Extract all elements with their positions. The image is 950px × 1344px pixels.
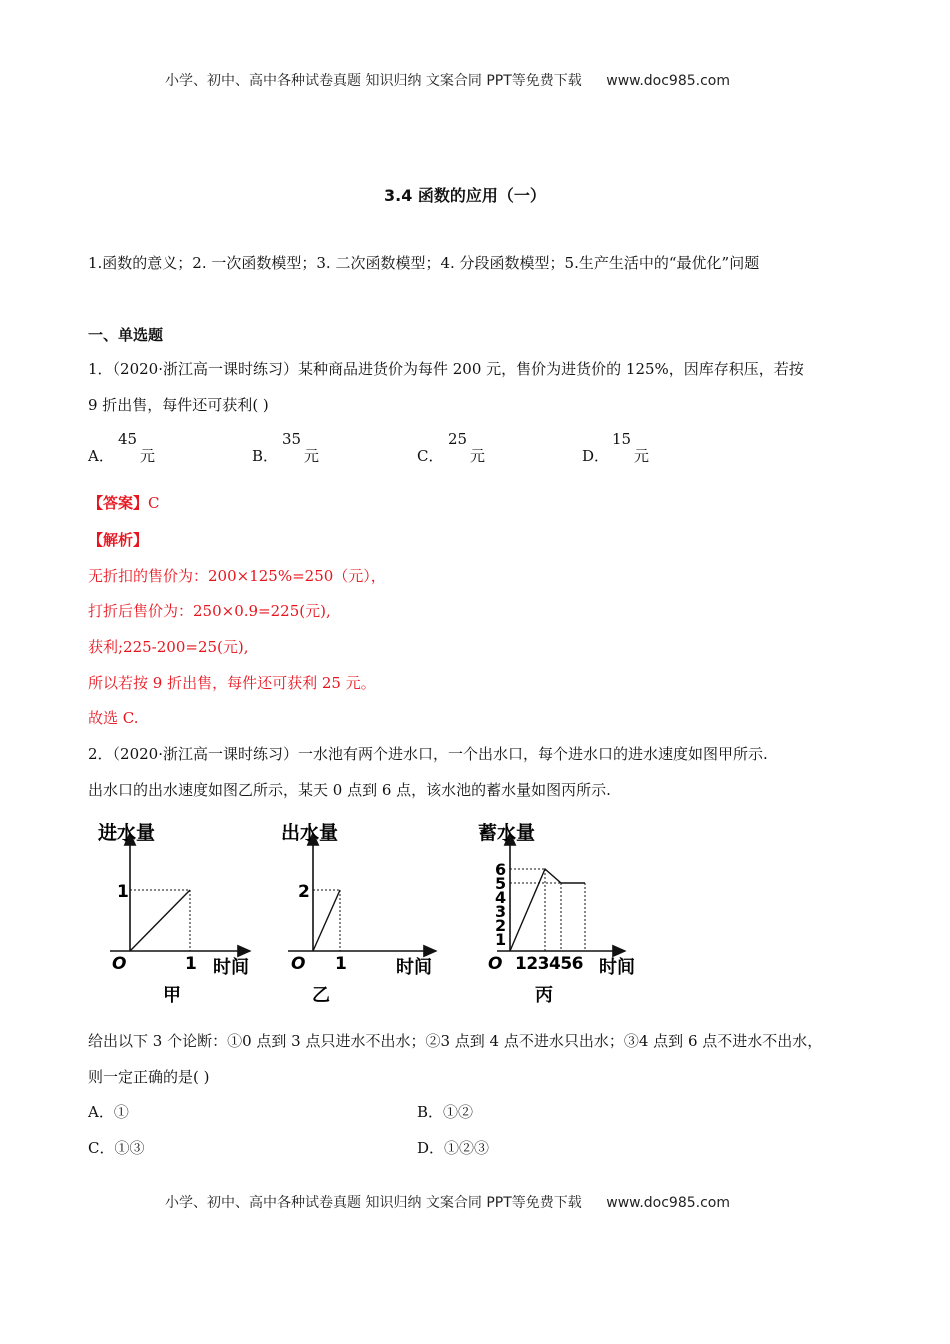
summary-line: 1.函数的意义；2. 一次函数模型；3. 二次函数模型；4. 分段函数模型；5.生产生活中的“最优化”问题 — [88, 254, 760, 272]
y-tick-label: 2 — [495, 916, 507, 935]
q2-option-a-value: ① — [113, 1103, 129, 1121]
page-header — [165, 70, 730, 90]
q2-option-d-label: D． — [417, 1139, 445, 1157]
section-title: 一、单选题 — [88, 326, 164, 344]
origin-label: O — [291, 954, 306, 974]
graph-yi — [278, 815, 448, 1010]
header-url: www.doc985.com — [606, 73, 730, 89]
y-axis-label: 出水量 — [281, 822, 339, 844]
q2-option-b-label: B． — [417, 1103, 444, 1121]
y-axis-label: 蓄水量 — [478, 822, 536, 844]
graph-caption: 丙 — [535, 985, 553, 1006]
q2-option-c — [88, 1138, 145, 1158]
q1-option-c-value: 25 — [448, 430, 468, 448]
graph-caption: 乙 — [312, 985, 330, 1006]
q2-option-c-label: C． — [88, 1139, 115, 1157]
rate-line — [313, 890, 340, 951]
origin-label: O — [488, 954, 503, 974]
x-tick-label: 1 — [185, 954, 197, 974]
y-tick-label: 2 — [298, 882, 310, 902]
q1-option-a-value: 45 — [118, 430, 138, 448]
q1-answer-value: C — [148, 494, 160, 512]
q1-analysis-line: 故选 C. — [88, 709, 139, 727]
q2-option-a-label: A． — [88, 1103, 114, 1121]
footer-text: 小学、初中、高中各种试卷真题 知识归纳 文案合同 PPT等免费下载 — [165, 1195, 582, 1211]
q1-analysis-line: 所以若按 9 折出售，每件还可获利 25 元。 — [88, 674, 376, 692]
y-tick-label: 5 — [495, 874, 507, 893]
q2-option-a — [88, 1102, 129, 1122]
page-footer — [165, 1192, 730, 1212]
x-axis-label: 时间 — [599, 957, 635, 978]
storage-line — [510, 869, 585, 951]
q1-option-a-label: A． — [88, 447, 114, 465]
q2-option-d — [417, 1138, 489, 1158]
y-tick-label: 1 — [495, 930, 507, 949]
q1-option-b-label: B． — [252, 447, 279, 465]
x-axis-label: 时间 — [396, 957, 432, 978]
rate-line — [130, 890, 190, 951]
x-axis-label: 时间 — [213, 957, 249, 978]
q1-analysis-label: 【解析】 — [88, 531, 149, 549]
q2-statement-line1: 给出以下 3 个论断：①0 点到 3 点只进水不出水；②3 点到 4 点不进水只出水；③4 点到 6 点不进水不出水， — [88, 1032, 823, 1050]
y-tick-label: 6 — [495, 860, 507, 879]
q1-option-c-unit: 元 — [470, 447, 486, 465]
q1-option-d-unit: 元 — [634, 447, 650, 465]
q1-option-d-value: 15 — [612, 430, 632, 448]
q1-stem-line2: 9 折出售，每件还可获利( ) — [88, 396, 269, 414]
q1-analysis-line: 打折后售价为：250×0.9=225(元), — [88, 602, 331, 620]
q1-stem-line1: 1．（2020·浙江高一课时练习）某种商品进货价为每件 200 元，售价为进货价的 125%，因库存积压，若按 — [88, 360, 804, 378]
q1-option-c-label: C． — [417, 447, 444, 465]
q2-option-d-value: ①②③ — [444, 1139, 490, 1157]
header-text: 小学、初中、高中各种试卷真题 知识归纳 文案合同 PPT等免费下载 — [165, 73, 582, 89]
q1-option-a-unit: 元 — [140, 447, 156, 465]
y-tick-label: 1 — [117, 882, 129, 902]
y-tick-label: 3 — [495, 902, 507, 921]
q1-answer — [88, 493, 160, 513]
footer-url: www.doc985.com — [606, 1195, 730, 1211]
q1-answer-label: 【答案】 — [88, 494, 149, 512]
q1-option-b-unit: 元 — [304, 447, 320, 465]
q2-option-c-value: ①③ — [114, 1139, 145, 1157]
x-tick-labels: 123456 — [515, 954, 583, 974]
q2-option-b — [417, 1102, 473, 1122]
q1-analysis-line: 无折扣的售价为：200×125%=250（元）， — [88, 567, 386, 585]
origin-label: O — [112, 954, 127, 974]
y-axis-label: 进水量 — [98, 822, 156, 844]
q1-analysis-line: 获利;225-200=25(元), — [88, 638, 249, 656]
graph-jia — [95, 815, 265, 1010]
q2-option-b-value: ①② — [443, 1103, 474, 1121]
graph-bing — [475, 815, 650, 1010]
x-tick-label: 1 — [335, 954, 347, 974]
q1-option-d-label: D． — [582, 447, 610, 465]
q2-stem-line1: 2．（2020·浙江高一课时练习）一水池有两个进水口，一个出水口，每个进水口的进水速度如图甲所示. — [88, 745, 768, 763]
q2-statement-line2: 则一定正确的是( ) — [88, 1068, 210, 1086]
q2-stem-line2: 出水口的出水速度如图乙所示，某天 0 点到 6 点，该水池的蓄水量如图丙所示. — [88, 781, 611, 799]
q1-option-b-value: 35 — [282, 430, 302, 448]
y-tick-label: 4 — [495, 888, 507, 907]
page-title: 3.4 函数的应用（一） — [384, 186, 546, 205]
graph-caption: 甲 — [163, 985, 181, 1006]
